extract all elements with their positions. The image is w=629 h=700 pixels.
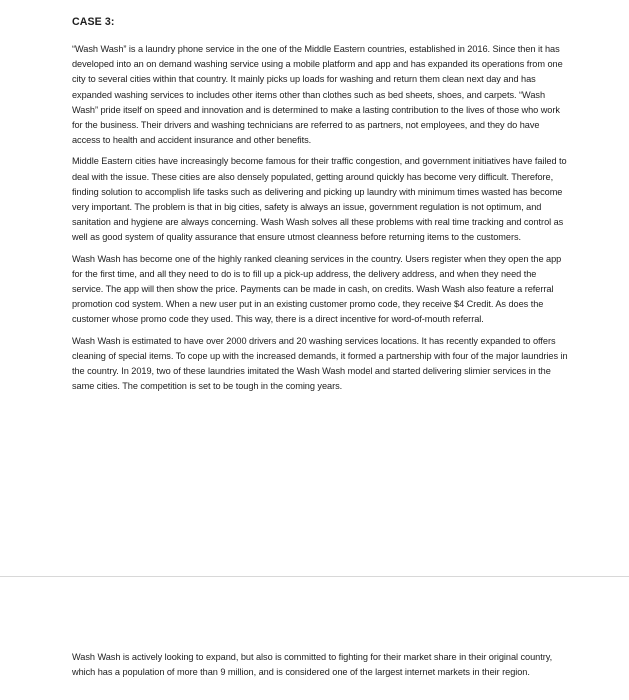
paragraph-scale: Wash Wash is estimated to have over 2000 drivers and 20 washing services locations. It has recently expanded to offers cleaning of special items. To cope up with the increased demands, it formed a partnership with four of the major laundries in the country. In 2019, two of these laundries imitated the Wash Wash model and started delivering slimier services in the same cities. The competition is set to be tough in the coming years. [72, 335, 568, 392]
paragraph-expansion: Wash Wash is actively looking to expand, but also is committed to fighting for their market share in their original country, which has a population of more than 9 million, and is considered one of the largest internet markets in their region. [72, 652, 553, 678]
page-two-content [72, 650, 570, 686]
paragraph-intro: “Wash Wash” is a laundry phone service in the one of the Middle Eastern countries, established in 2016. Since then it has developed into an on demand washing service using a mobile platform and app and has expanded its operations from one city to several cities within that country. It mainly picks up loads for washing and return them clean next day and has expanded washing services to includes other items other than clothes such as bed sheets, shoes, and carpets. “Wash Wash” pride itself on speed and innovation and is determined to make a lasting contribution to the lives of those who work for the business. Their drivers and washing technicians are referred to as partners, not employees, and they do have access to health and accident insurance and other benefits. [72, 44, 563, 146]
paragraph-service: Wash Wash has become one of the highly ranked cleaning services in the country. Users register when they open the app for the first time, and all they need to do is to fill up a pick-up address, the delivery address, and when they need the service. The app will then show the price. Payments can be made in cash, on credits. Wash Wash also feature a referral promotion cod system. When a new user put in an existing customer promo code, they receive $4 Credit. As does the customer whose promo code they used. This way, there is a direct incentive for word-of-mouth referral. [72, 253, 562, 325]
case-heading: CASE 3: [72, 16, 115, 28]
paragraph-problem: Middle Eastern cities have increasingly become famous for their traffic congestion, and government initiatives have failed to deal with the issue. These cities are also densely populated, getting around quickly has become very difficult. Therefore, finding solution to accomplish life tasks such as delivering and picking up laundry with minimum times wasted has become very important. The problem is that in big cities, safety is always an issue, government regulation is not optimum, and sanitation and hygiene are always concerning. Wash Wash solves all these problems with real time tracking and control as well as good system of quality assurance that ensure utmost cleanness before returning items to the customers. [72, 156, 567, 243]
page-one-content [72, 16, 570, 400]
page-divider [0, 576, 629, 577]
